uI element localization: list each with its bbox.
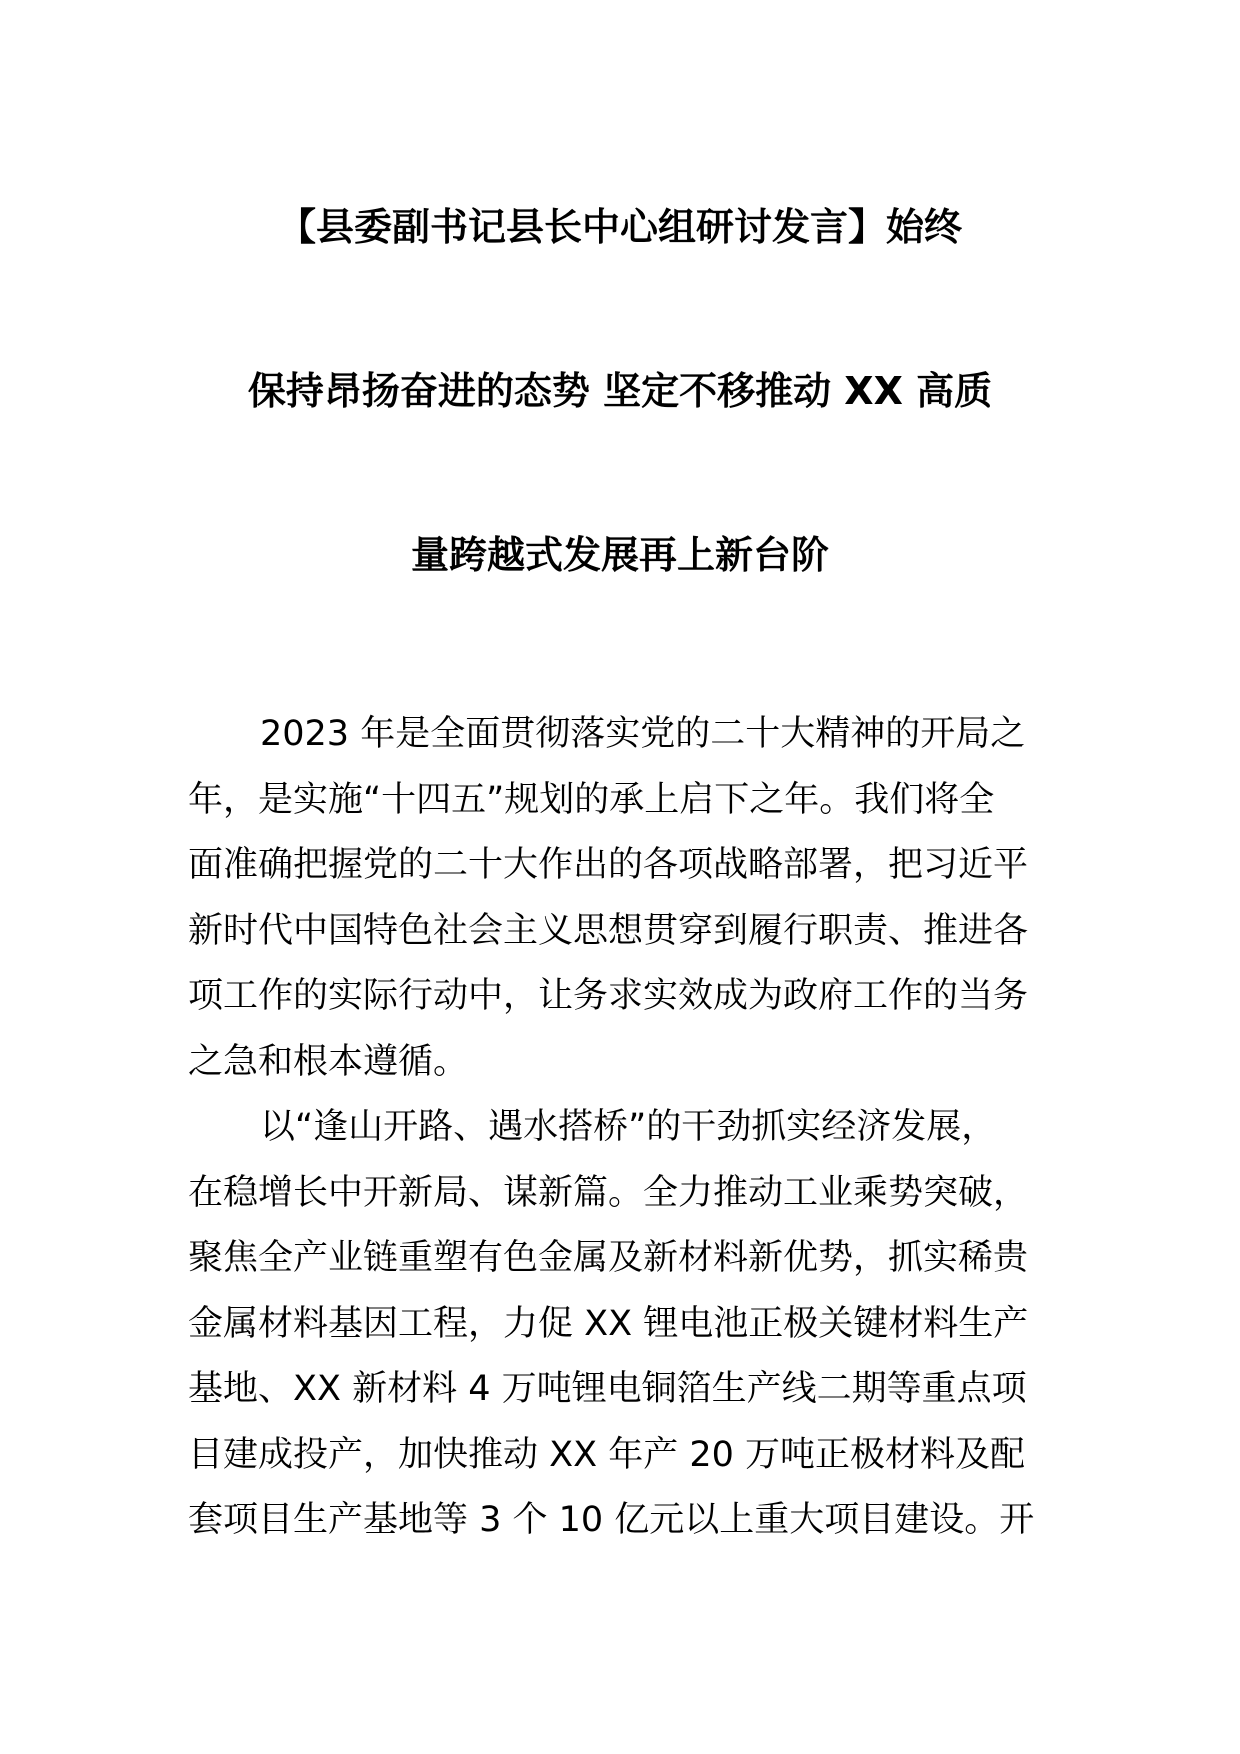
paragraph-1-line: 面准确把握党的二十大作出的各项战略部署，把习近平 [188,845,1029,885]
paragraph-1-line: 新时代中国特色社会主义思想贯穿到履行职责、推进各 [188,910,1029,951]
document-body [188,702,1052,1554]
paragraph-2-line: 在稳增长中开新局、谋新篇。全力推动工业乘势突破， [188,1172,1029,1213]
paragraph-2-line: 套项目生产基地等 3 个 10 亿元以上重大项目建设。开 [188,1500,1035,1540]
paragraph-1-line: 项工作的实际行动中，让务求实效成为政府工作的当务 [188,976,1029,1016]
paragraph-1-line: 年，是实施“十四五”规划的承上启下之年。我们将全 [188,779,995,820]
paragraph-1-line: 之急和根本遵循。 [188,1041,469,1082]
paragraph-2-line: 基地、XX 新材料 4 万吨锂电铜箔生产线二期等重点项 [188,1369,1027,1409]
title-line: 【县委副书记县长中心组研讨发言】始终 [277,205,962,249]
title-line: 保持昂扬奋进的态势 坚定不移推动 XX 高质 [247,369,993,413]
document-title [188,206,1052,576]
title-line: 量跨越式发展再上新台阶 [410,533,829,577]
paragraph-1-line: 2023 年是全面贯彻落实党的二十大精神的开局之 [260,714,1026,754]
paragraph-2-line: 以“逢山开路、遇水搭桥”的干劲抓实经济发展， [260,1107,997,1147]
paragraph-2-line: 目建成投产，加快推动 XX 年产 20 万吨正极材料及配 [188,1434,1025,1475]
paragraph-2-line: 金属材料基因工程，力促 XX 锂电池正极关键材料生产 [188,1303,1029,1344]
paragraph-2-line: 聚焦全产业链重塑有色金属及新材料新优势，抓实稀贵 [188,1238,1029,1278]
